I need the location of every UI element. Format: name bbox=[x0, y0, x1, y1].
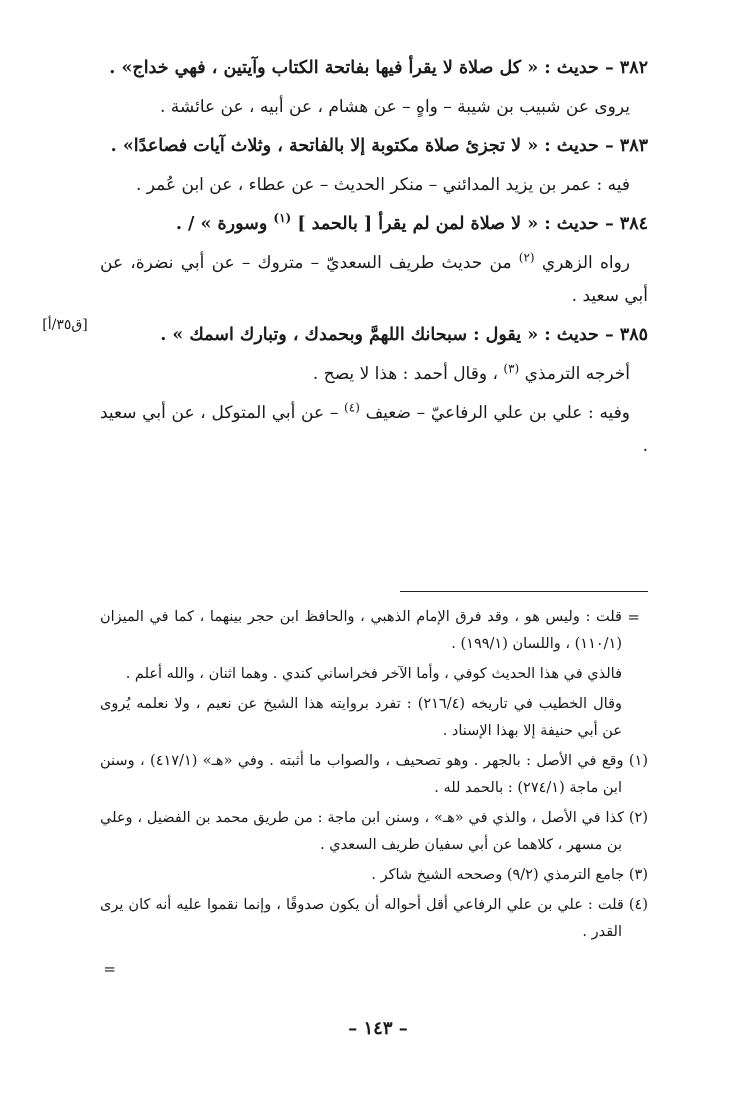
hadith-number: ٣٨٥ – bbox=[604, 325, 648, 345]
hadith-label: حديث : bbox=[544, 214, 599, 234]
hadith-label: حديث : bbox=[544, 136, 599, 156]
commentary-385b bbox=[100, 397, 648, 463]
commentary-text: رواه الزهري bbox=[541, 253, 631, 273]
footnote-separator bbox=[400, 591, 648, 592]
footnote-continued-a: قلت : وليس هو ، وقد فرق الإمام الذهبي ، والحافظ ابن حجر بينهما ، كما في الميزان (١١٠/١) ، واللسان (١٩٩/١) . bbox=[100, 609, 622, 652]
commentary-384 bbox=[100, 247, 648, 313]
footnote-marker: (٤) bbox=[344, 400, 360, 415]
hadith-text: « يقول : سبحانك اللهمَّ وبحمدك ، وتبارك اسمك » . bbox=[160, 325, 539, 345]
hadith-number: ٣٨٢ – bbox=[604, 58, 648, 78]
commentary-text-cont: ، وقال أحمد : هذا لا يصح . bbox=[312, 364, 498, 384]
hadith-label: حديث : bbox=[544, 325, 599, 345]
footnote-4: (٤) قلت : علي بن علي الرفاعي أقل أحواله أن يكون صدوقًا ، وإنما نقموا عليه أنه كان يرى القدر . bbox=[100, 897, 648, 940]
commentary-385a bbox=[100, 358, 648, 391]
hadith-text: « لا صلاة لمن لم يقرأ [ بالحمد ] bbox=[297, 214, 539, 234]
continuation-mark-top: = bbox=[627, 608, 640, 626]
footnote-2: (٢) كذا في الأصل ، والذي في «هـ» ، وسنن ابن ماجة : من طريق محمد بن الفضيل ، وعلي بن مسهر ، كلاهما عن أبي سفيان طريف السعدي . bbox=[100, 810, 648, 853]
hadith-384 bbox=[100, 208, 648, 241]
footnote-marker: (٣) bbox=[503, 361, 520, 376]
footnotes bbox=[100, 604, 648, 949]
footnote-continued-b: فالذي في هذا الحديث كوفي ، وأما الآخر فخراساني كندي . وهما اثنان ، والله أعلم . bbox=[125, 666, 622, 682]
commentary-383: فيه : عمر بن يزيد المدائني – منكر الحديث – عن عطاء ، عن ابن عُمر . bbox=[135, 175, 630, 195]
hadith-number: ٣٨٤ – bbox=[604, 214, 648, 234]
main-text bbox=[100, 52, 648, 469]
hadith-text-cont: وسورة » / . bbox=[175, 214, 268, 234]
page-number: – ١٤٣ – bbox=[348, 1018, 408, 1039]
footnote-1: (١) وقع في الأصل : بالجهر . وهو تصحيف ، والصواب ما أثبته . وفي «هـ» (٤١٧/١) ، وسنن ابن ماجة (٢٧٤/١) : بالحمد لله . bbox=[100, 753, 648, 796]
hadith-label: حديث : bbox=[544, 58, 599, 78]
hadith-383 bbox=[100, 130, 648, 163]
commentary-text: أخرجه الترمذي bbox=[524, 364, 630, 384]
hadith-text: « لا تجزئ صلاة مكتوبة إلا بالفاتحة ، وثلاث آيات فصاعدًا» . bbox=[110, 136, 539, 156]
manuscript-folio-ref: [ق٣٥/أ] bbox=[42, 317, 88, 333]
hadith-382 bbox=[100, 52, 648, 85]
commentary-text-cont: – عن أبي المتوكل ، عن أبي سعيد . bbox=[100, 403, 648, 456]
footnote-3: (٣) جامع الترمذي (٩/٢) وصححه الشيخ شاكر . bbox=[371, 867, 648, 883]
commentary-text: وفيه : علي بن علي الرفاعيّ – ضعيف bbox=[365, 403, 631, 423]
commentary-382: يروى عن شبيب بن شيبة – واهٍ – عن هشام ، عن أبيه ، عن عائشة . bbox=[160, 97, 630, 117]
hadith-text: « كل صلاة لا يقرأ فيها بفاتحة الكتاب وآيتين ، فهي خداج» . bbox=[109, 58, 539, 78]
commentary-text-cont: من حديث طريف السعديّ – متروك – عن أبي نضرة، عن أبي سعيد . bbox=[100, 253, 648, 306]
hadith-385 bbox=[100, 319, 648, 352]
continuation-mark-bottom: = bbox=[103, 960, 116, 978]
footnote-marker: (٢) bbox=[518, 250, 535, 265]
hadith-number: ٣٨٣ – bbox=[604, 136, 648, 156]
footnote-continued-c: وقال الخطيب في تاريخه (٢١٦/٤) : تفرد بروايته هذا الشيخ عن نعيم ، ولا نعلمه يُروى عن أبي حنيفة إلا بهذا الإسناد . bbox=[100, 696, 622, 739]
footnote-marker: (١) bbox=[273, 211, 292, 226]
